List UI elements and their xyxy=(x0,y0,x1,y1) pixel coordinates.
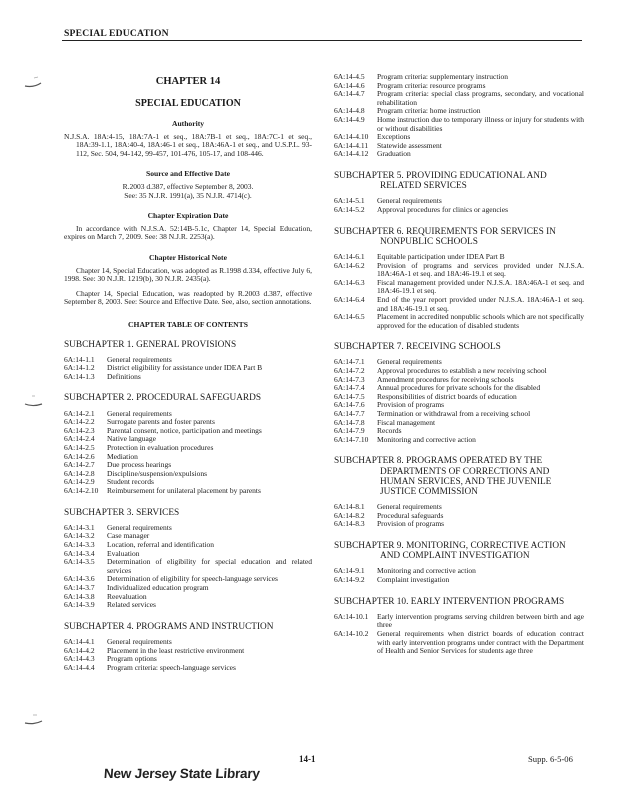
source-line: R.2003 d.387, effective September 8, 2003. xyxy=(122,181,254,191)
toc-section-number: 6A:14-7.2 xyxy=(334,366,365,376)
toc-section-title: Due process hearings xyxy=(107,460,172,470)
toc-section-title: Determination of eligibility for special education and related services xyxy=(107,557,312,575)
expiration-text: In accordance with N.J.S.A. 52:14B-5.1c, Chapter 14, Special Education, expires on March 7, 2009. See: 38 N.J.R. 2253(a). xyxy=(64,223,312,242)
toc-section-title: Approval procedures for clinics or agencies xyxy=(377,204,508,214)
toc-entry xyxy=(64,524,312,533)
toc-entry xyxy=(64,558,312,575)
toc-section-number: 6A:14-3.7 xyxy=(64,582,95,592)
toc-entry xyxy=(334,419,584,428)
toc-section-title: Definitions xyxy=(107,371,141,381)
toc-entry xyxy=(64,664,312,673)
toc-section-title: Evaluation xyxy=(107,548,140,558)
toc-entry xyxy=(334,279,584,296)
toc-section-number: 6A:14-3.3 xyxy=(64,540,95,550)
chapter-number: CHAPTER 14 xyxy=(155,76,221,87)
toc-section-number: 6A:14-3.5 xyxy=(64,557,95,567)
toc-section-number: 6A:14-6.2 xyxy=(334,260,365,270)
toc-section-number: 6A:14-1.2 xyxy=(64,363,95,373)
toc-section-number: 6A:14-2.3 xyxy=(64,425,95,435)
history-heading: Chapter Historical Note xyxy=(149,252,227,262)
toc-entry xyxy=(334,90,584,107)
toc-section-title: Program criteria: special class programs, secondary, and vocational rehabilitation xyxy=(377,89,584,107)
toc-section-number: 6A:14-10.2 xyxy=(334,629,369,638)
toc-section-number: 6A:14-2.1 xyxy=(64,408,95,418)
toc-section-title: Surrogate parents and foster parents xyxy=(107,417,215,427)
toc-section-number: 6A:14-8.1 xyxy=(334,502,365,512)
right-toc xyxy=(334,171,584,656)
toc-section-title: Home instruction due to temporary illness or injury for students with or without disabilities xyxy=(377,114,584,133)
toc-section-title: Responsibilities of district boards of education xyxy=(377,391,517,401)
toc-section-title: General requirements xyxy=(377,196,442,206)
history-paragraph: Chapter 14, Special Education, was adopted as R.1998 d.334, effective July 6, 1998. See: 30 N.J.R. 1219(b), 30 N.J.R. 2435(a). xyxy=(64,265,312,284)
toc-section-title: Fiscal management provided under N.J.S.A. 18A:46A-1 et seq. and 18A:46-19.1 et seq. xyxy=(377,277,584,296)
toc-entry xyxy=(334,630,584,656)
toc-section-title: Early intervention programs serving children between birth and age three xyxy=(377,611,584,630)
source-heading: Source and Effective Date xyxy=(145,169,230,179)
source-line: See: 35 N.J.R. 1991(a), 35 N.J.R. 4714(c). xyxy=(124,190,252,200)
toc-section-title: Program criteria: supplementary instruction xyxy=(377,72,509,81)
toc-section-title: General requirements xyxy=(377,357,442,367)
toc-section-title: Program criteria: resource programs xyxy=(377,80,486,90)
toc-entry xyxy=(64,427,312,436)
subchapter-heading: SUBCHAPTER 8. PROGRAMS OPERATED BY THE DEPARTMENTS OF CORRECTIONS AND HUMAN SERVICES, AND THE JUVENILE JUSTICE COMMISSION xyxy=(334,456,552,498)
toc-section-title: Related services xyxy=(107,600,156,610)
toc-section-number: 6A:14-8.3 xyxy=(334,519,365,529)
toc-entry xyxy=(64,487,312,496)
toc-section-title: Case manager xyxy=(107,531,150,541)
toc-section-title: Provision of programs and services provided under N.J.S.A. 18A:46A-1 et seq. and 18A:46-19.1 et seq. xyxy=(377,260,584,279)
toc-section-title: Annual procedures for private schools for the disabled xyxy=(377,383,541,393)
toc-section-title: Records xyxy=(377,426,402,436)
toc-section-number: 6A:14-6.4 xyxy=(334,294,365,304)
toc-section-title: Individualized education program xyxy=(107,582,209,592)
toc-entry xyxy=(334,296,584,313)
authority-text: N.J.S.A. 18A:4-15, 18A:7A-1 et seq., 18A:7B-1 et seq., 18A:7C-1 et seq., 18A:39-1.1, 18A:40-4, 18A:46-1 et seq., 18A:46A-1 et seq., and U.S.P.L. 93-112, Sec. 504, 94-142, 99-457, 101-476, 105-17, and 108-446. xyxy=(64,131,312,158)
toc-section-title: Program criteria: speech-language services xyxy=(107,662,236,672)
toc-section-number: 6A:14-7.7 xyxy=(334,409,365,419)
toc-section-title: Location, referral and identification xyxy=(107,540,215,550)
margin-scribble-mark xyxy=(22,712,44,728)
history-paragraph: Chapter 14, Special Education, was readopted by R.2003 d.387, effective September 8, 2003. See: Source and Effective Date. See, also, section annotations. xyxy=(64,288,312,307)
subchapter-heading: SUBCHAPTER 1. GENERAL PROVISIONS xyxy=(64,339,237,350)
toc-section-number: 6A:14-2.8 xyxy=(64,468,95,478)
toc-section-title: Provision of programs xyxy=(377,519,445,529)
toc-entry xyxy=(64,373,312,382)
toc-section-number: 6A:14-4.3 xyxy=(64,654,95,664)
toc-section-title: Exceptions xyxy=(377,132,411,142)
toc-section-number: 6A:14-4.8 xyxy=(334,106,365,116)
toc-section-number: 6A:14-3.9 xyxy=(64,600,95,610)
subchapter-heading: SUBCHAPTER 4. PROGRAMS AND INSTRUCTION xyxy=(64,621,274,632)
expiration-heading: Chapter Expiration Date xyxy=(147,211,229,221)
toc-section-number: 6A:14-6.1 xyxy=(334,251,365,261)
toc-section-number: 6A:14-3.6 xyxy=(64,574,95,584)
subchapter-heading: SUBCHAPTER 6. REQUIREMENTS FOR SERVICES IN NONPUBLIC SCHOOLS xyxy=(334,226,556,247)
toc-section-number: 6A:14-4.5 xyxy=(334,72,365,81)
toc-section-title: General requirements when district boards of education contract with early intervention programs under contract with the Department of Health and Senior Services for students age three xyxy=(377,629,585,656)
toc-entry xyxy=(64,453,312,462)
toc-entry xyxy=(64,647,312,656)
toc-section-title: Graduation xyxy=(377,149,411,159)
toc-section-number: 6A:14-5.2 xyxy=(334,204,365,214)
toc-section-number: 6A:14-2.2 xyxy=(64,417,95,427)
toc-section-number: 6A:14-4.7 xyxy=(334,89,365,99)
margin-scribble-mark xyxy=(22,394,44,410)
toc-section-title: Monitoring and corrective action xyxy=(377,434,476,444)
toc-section-number: 6A:14-4.11 xyxy=(334,140,369,150)
toc-entry xyxy=(334,512,584,521)
subchapter-heading: SUBCHAPTER 2. PROCEDURAL SAFEGUARDS xyxy=(64,393,261,404)
toc-entry xyxy=(334,150,584,159)
toc-section-number: 6A:14-7.5 xyxy=(334,391,365,401)
toc-heading: CHAPTER TABLE OF CONTENTS xyxy=(128,319,248,329)
toc-section-number: 6A:14-7.10 xyxy=(334,434,369,444)
toc-section-number: 6A:14-7.3 xyxy=(334,374,365,384)
toc-entry xyxy=(334,576,584,585)
toc-entry xyxy=(64,541,312,550)
toc-section-title: Student records xyxy=(107,477,154,487)
toc-section-number: 6A:14-7.8 xyxy=(334,417,365,427)
toc-entry xyxy=(334,393,584,402)
toc-section-title: Native language xyxy=(107,434,156,444)
toc-section-number: 6A:14-3.1 xyxy=(64,522,95,532)
toc-section-title: General requirements xyxy=(107,354,172,364)
toc-section-title: Approval procedures to establish a new receiving school xyxy=(377,366,547,376)
toc-section-number: 6A:14-4.12 xyxy=(334,149,369,159)
toc-section-number: 6A:14-1.3 xyxy=(64,371,95,381)
toc-section-number: 6A:14-6.3 xyxy=(334,277,365,287)
toc-section-title: Parental consent, notice, participation and meetings xyxy=(107,425,262,435)
toc-section-title: Placement in accredited nonpublic schools which are not specifically approved for the education of disabled students xyxy=(377,312,585,330)
toc-section-number: 6A:14-2.5 xyxy=(64,443,95,453)
toc-section-title: Procedural safeguards xyxy=(377,510,444,520)
toc-entry xyxy=(334,503,584,512)
toc-entry xyxy=(334,520,584,529)
toc-section-title: Program options xyxy=(107,654,157,664)
toc-section-title: Protection in evaluation procedures xyxy=(107,443,214,453)
toc-section-number: 6A:14-3.2 xyxy=(64,531,95,541)
left-column xyxy=(64,74,312,672)
chapter-title: SPECIAL EDUCATION xyxy=(135,98,241,109)
header-rule xyxy=(62,40,582,41)
toc-section-title: Discipline/suspension/expulsions xyxy=(107,468,207,478)
toc-section-number: 6A:14-6.5 xyxy=(334,312,365,322)
toc-entry xyxy=(334,613,584,630)
toc-section-number: 6A:14-3.4 xyxy=(64,548,95,558)
toc-entry xyxy=(334,206,584,215)
supplement-date: Supp. 6-5-06 xyxy=(528,754,573,764)
toc-section-title: Amendment procedures for receiving schools xyxy=(377,374,514,384)
toc-section-number: 6A:14-9.1 xyxy=(334,566,365,576)
toc-section-number: 6A:14-4.1 xyxy=(64,636,95,646)
toc-section-number: 6A:14-4.6 xyxy=(334,80,365,90)
toc-section-number: 6A:14-7.9 xyxy=(334,426,365,436)
margin-scribble-mark xyxy=(22,74,44,90)
subchapter-heading: SUBCHAPTER 5. PROVIDING EDUCATIONAL AND RELATED SERVICES xyxy=(334,170,547,192)
toc-section-title: General requirements xyxy=(107,522,172,532)
toc-section-title: Monitoring and corrective action xyxy=(377,566,476,576)
toc-section-number: 6A:14-4.9 xyxy=(334,114,365,124)
toc-section-title: Placement in the least restrictive environment xyxy=(107,645,245,655)
toc-entry xyxy=(334,567,584,576)
right-column xyxy=(334,73,584,656)
left-toc xyxy=(64,340,312,673)
subchapter-heading: SUBCHAPTER 3. SERVICES xyxy=(64,507,180,518)
toc-section-number: 6A:14-4.2 xyxy=(64,645,95,655)
toc-entry xyxy=(334,142,584,151)
toc-entry xyxy=(64,364,312,373)
toc-entry xyxy=(334,262,584,279)
toc-section-title: Complaint investigation xyxy=(377,575,450,585)
toc-section-number: 6A:14-7.6 xyxy=(334,400,365,410)
toc-section-title: District eligibility for assistance under IDEA Part B xyxy=(107,363,263,373)
authority-heading: Authority xyxy=(171,119,205,128)
toc-entry xyxy=(334,116,584,133)
toc-section-number: 6A:14-2.6 xyxy=(64,451,95,461)
toc-section-title: Provision of programs xyxy=(377,400,445,410)
toc-entry xyxy=(334,133,584,142)
toc-entry xyxy=(64,593,312,602)
toc-section-number: 6A:14-2.9 xyxy=(64,477,95,487)
toc-section-number: 6A:14-9.2 xyxy=(334,575,365,585)
toc-entry xyxy=(334,436,584,445)
toc-section-title: General requirements xyxy=(377,502,442,512)
toc-section-number: 6A:14-5.1 xyxy=(334,196,365,206)
toc-section-number: 6A:14-8.2 xyxy=(334,510,365,520)
toc-section-number: 6A:14-2.7 xyxy=(64,460,95,470)
toc-section-number: 6A:14-2.4 xyxy=(64,434,95,444)
toc-section-title: Reimbursement for unilateral placement by parents xyxy=(107,486,261,496)
toc-entry xyxy=(64,444,312,453)
toc-section-number: 6A:14-1.1 xyxy=(64,354,95,364)
toc-section-number: 6A:14-4.4 xyxy=(64,662,95,672)
toc-section-title: End of the year report provided under N.J.S.A. 18A:46A-1 et seq. and 18A:46-19.1 et seq. xyxy=(377,294,584,313)
toc-entry xyxy=(334,410,584,419)
toc-section-title: Reevaluation xyxy=(107,591,147,601)
toc-section-title: Determination of eligibility for speech-language services xyxy=(107,574,278,584)
toc-section-number: 6A:14-4.10 xyxy=(334,132,369,142)
toc-section-title: Statewide assessment xyxy=(377,140,442,150)
toc-entry xyxy=(64,584,312,593)
toc-section-number: 6A:14-3.8 xyxy=(64,591,95,601)
toc-section-number: 6A:14-10.1 xyxy=(334,611,369,621)
page-number: 14-1 xyxy=(299,754,316,764)
toc-entry xyxy=(334,313,584,330)
toc-entry xyxy=(64,470,312,479)
subchapter-heading: SUBCHAPTER 9. MONITORING, CORRECTIVE ACTION AND COMPLAINT INVESTIGATION xyxy=(334,541,566,562)
subchapter-heading: SUBCHAPTER 7. RECEIVING SCHOOLS xyxy=(334,342,501,353)
library-stamp: New Jersey State Library xyxy=(103,766,261,781)
toc-section-title: Fiscal management xyxy=(377,417,436,427)
toc-entry xyxy=(64,601,312,610)
toc-section-number: 6A:14-2.10 xyxy=(64,486,99,496)
toc-section-title: Equitable participation under IDEA Part B xyxy=(377,251,505,261)
toc-section-title: Program criteria: home instruction xyxy=(377,106,481,116)
toc-section-title: Termination or withdrawal from a receiving school xyxy=(377,409,531,419)
toc-section-title: General requirements xyxy=(107,636,172,646)
subchapter-heading: SUBCHAPTER 10. EARLY INTERVENTION PROGRAMS xyxy=(334,596,565,607)
toc-section-number: 6A:14-7.4 xyxy=(334,383,365,393)
toc-section-number: 6A:14-7.1 xyxy=(334,357,365,367)
toc-section-title: Mediation xyxy=(107,451,138,461)
toc-continued-entries xyxy=(334,73,584,159)
toc-section-title: General requirements xyxy=(107,408,172,418)
running-head: SPECIAL EDUCATION xyxy=(64,28,169,39)
